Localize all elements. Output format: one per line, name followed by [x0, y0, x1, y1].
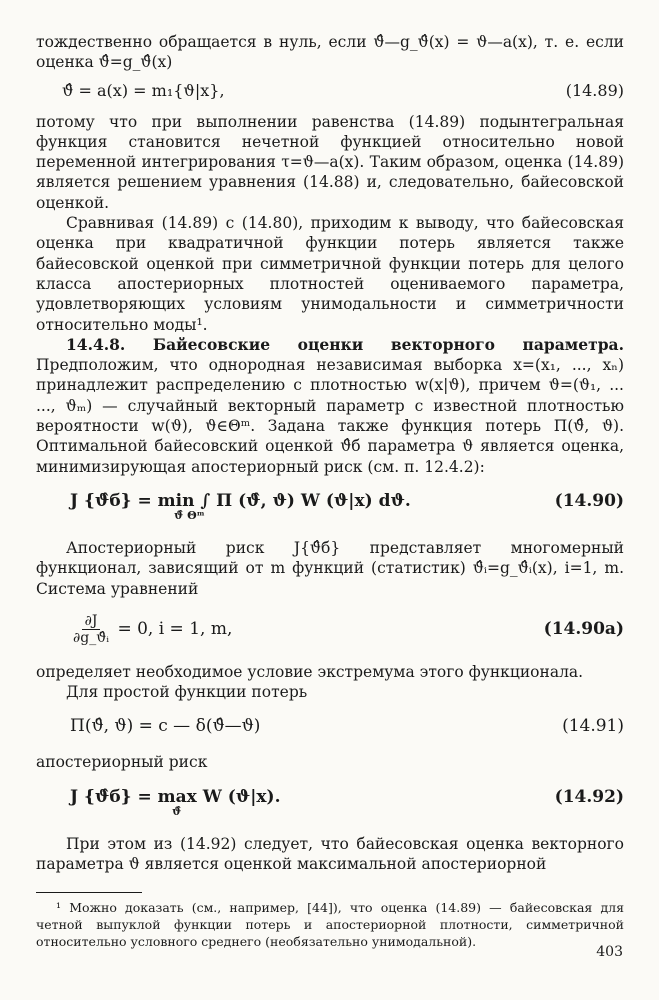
fraction-denominator: ∂g_ϑ̂ᵢ: [73, 629, 110, 646]
paragraph-8: При этом из (14.92) следует, что байесовская оценка векторного параметра ϑ является оценкой максимальной апостериорной: [36, 834, 624, 874]
equation-number: (14.89): [565, 80, 624, 100]
equation-14-90a: [36, 613, 624, 646]
paragraph-4: Апостериорный риск J{ϑ̂б} представляет многомерный функционал, зависящий от m функций (статистик) ϑ̂ᵢ=g_ϑ̂ᵢ(x), i=1, m. Система уравнений: [36, 538, 624, 598]
section-title: 14.4.8. Байесовские оценки векторного параметра.: [66, 334, 624, 354]
equation-14-92: [36, 787, 624, 818]
fraction: [70, 613, 112, 646]
equation-formula: ϑ̂ = a(x) = m₁{ϑ|x},: [62, 80, 225, 100]
paragraph-7: апостериорный риск: [36, 753, 208, 772]
equation-formula: [36, 613, 232, 646]
equation-number: (14.90a): [543, 618, 624, 639]
equation-number: (14.91): [562, 716, 624, 737]
equation-number: (14.92): [554, 786, 624, 807]
paragraph-3: Сравнивая (14.89) с (14.80), приходим к выводу, что байесовская оценка при квадратичной функции потерь является также байесовской оценкой при симметричной функции потерь для целого класса апостериорных плотностей оцениваемого параметра, удовлетворяющих условиям унимодальности и симметричности относительно моды¹.: [36, 214, 624, 334]
footnote-divider: [36, 892, 142, 893]
equation-formula: [36, 491, 411, 522]
paragraph-2: потому что при выполнении равенства (14.89) подынтегральная функция становится нечетной функцией относительно новой переменной интегрирования τ=ϑ—a(x). Таким образом, оценка (14.89) является решением уравнения (14.88) и, следовательно, байесовской оценкой.: [36, 112, 624, 212]
fraction-numerator: ∂J: [82, 613, 101, 630]
equation-main: J {ϑ̂б} = min ∫ Π (ϑ̂, ϑ) W (ϑ|x) dϑ.: [70, 490, 411, 511]
footnote: ¹ Можно доказать (см., например, [44]), что оценка (14.89) — байесовская для четной выпуклой функции потерь и апостериорной плотности, симметричной относительно условного среднего (необязательно унимодальной).: [36, 900, 624, 950]
equation-14-90: [36, 491, 624, 522]
equation-subscript: ϑ̂: [172, 804, 182, 818]
paragraph-5: определяет необходимое условие экстремума этого функционала.: [36, 662, 584, 681]
page-body: [36, 32, 624, 950]
section-text: Предположим, что однородная независимая выборка x=(x₁, ..., xₙ) принадлежит распределению с плотностью w(x|ϑ), причем ϑ=(ϑ₁, ... ..., ϑₘ) — случайный векторный параметр с известной плотностью вероятности w(ϑ), ϑ∈Θᵐ. Задана также функция потерь Π(ϑ̂, ϑ). Оптимальной байесовский оценкой ϑ̂б параметра ϑ является оценка, минимизирующая апостериорный риск (см. п. 12.4.2):: [36, 356, 624, 476]
equation-formula: Π(ϑ̂, ϑ) = c — δ(ϑ̂—ϑ): [70, 716, 261, 737]
equation-rest: = 0, i = 1, m,: [117, 618, 233, 639]
equation-subscript: ϑ̂ Θᵐ: [174, 508, 205, 522]
equation-main: J {ϑ̂б} = max W (ϑ|x).: [70, 786, 281, 807]
equation-formula: [36, 787, 281, 818]
equation-14-89: [36, 81, 624, 100]
section-14-4-8: [36, 335, 624, 477]
paragraph-6: Для простой функции потерь: [66, 683, 308, 702]
paragraph-1: тождественно обращается в нуль, если ϑ̂—g_ϑ̂(x) = ϑ—a(x), т. е. если оценка ϑ̂=g_ϑ̂(x): [36, 33, 624, 72]
page-number: 403: [596, 944, 623, 960]
equation-number: (14.90): [554, 490, 624, 511]
equation-14-91: [36, 716, 624, 736]
